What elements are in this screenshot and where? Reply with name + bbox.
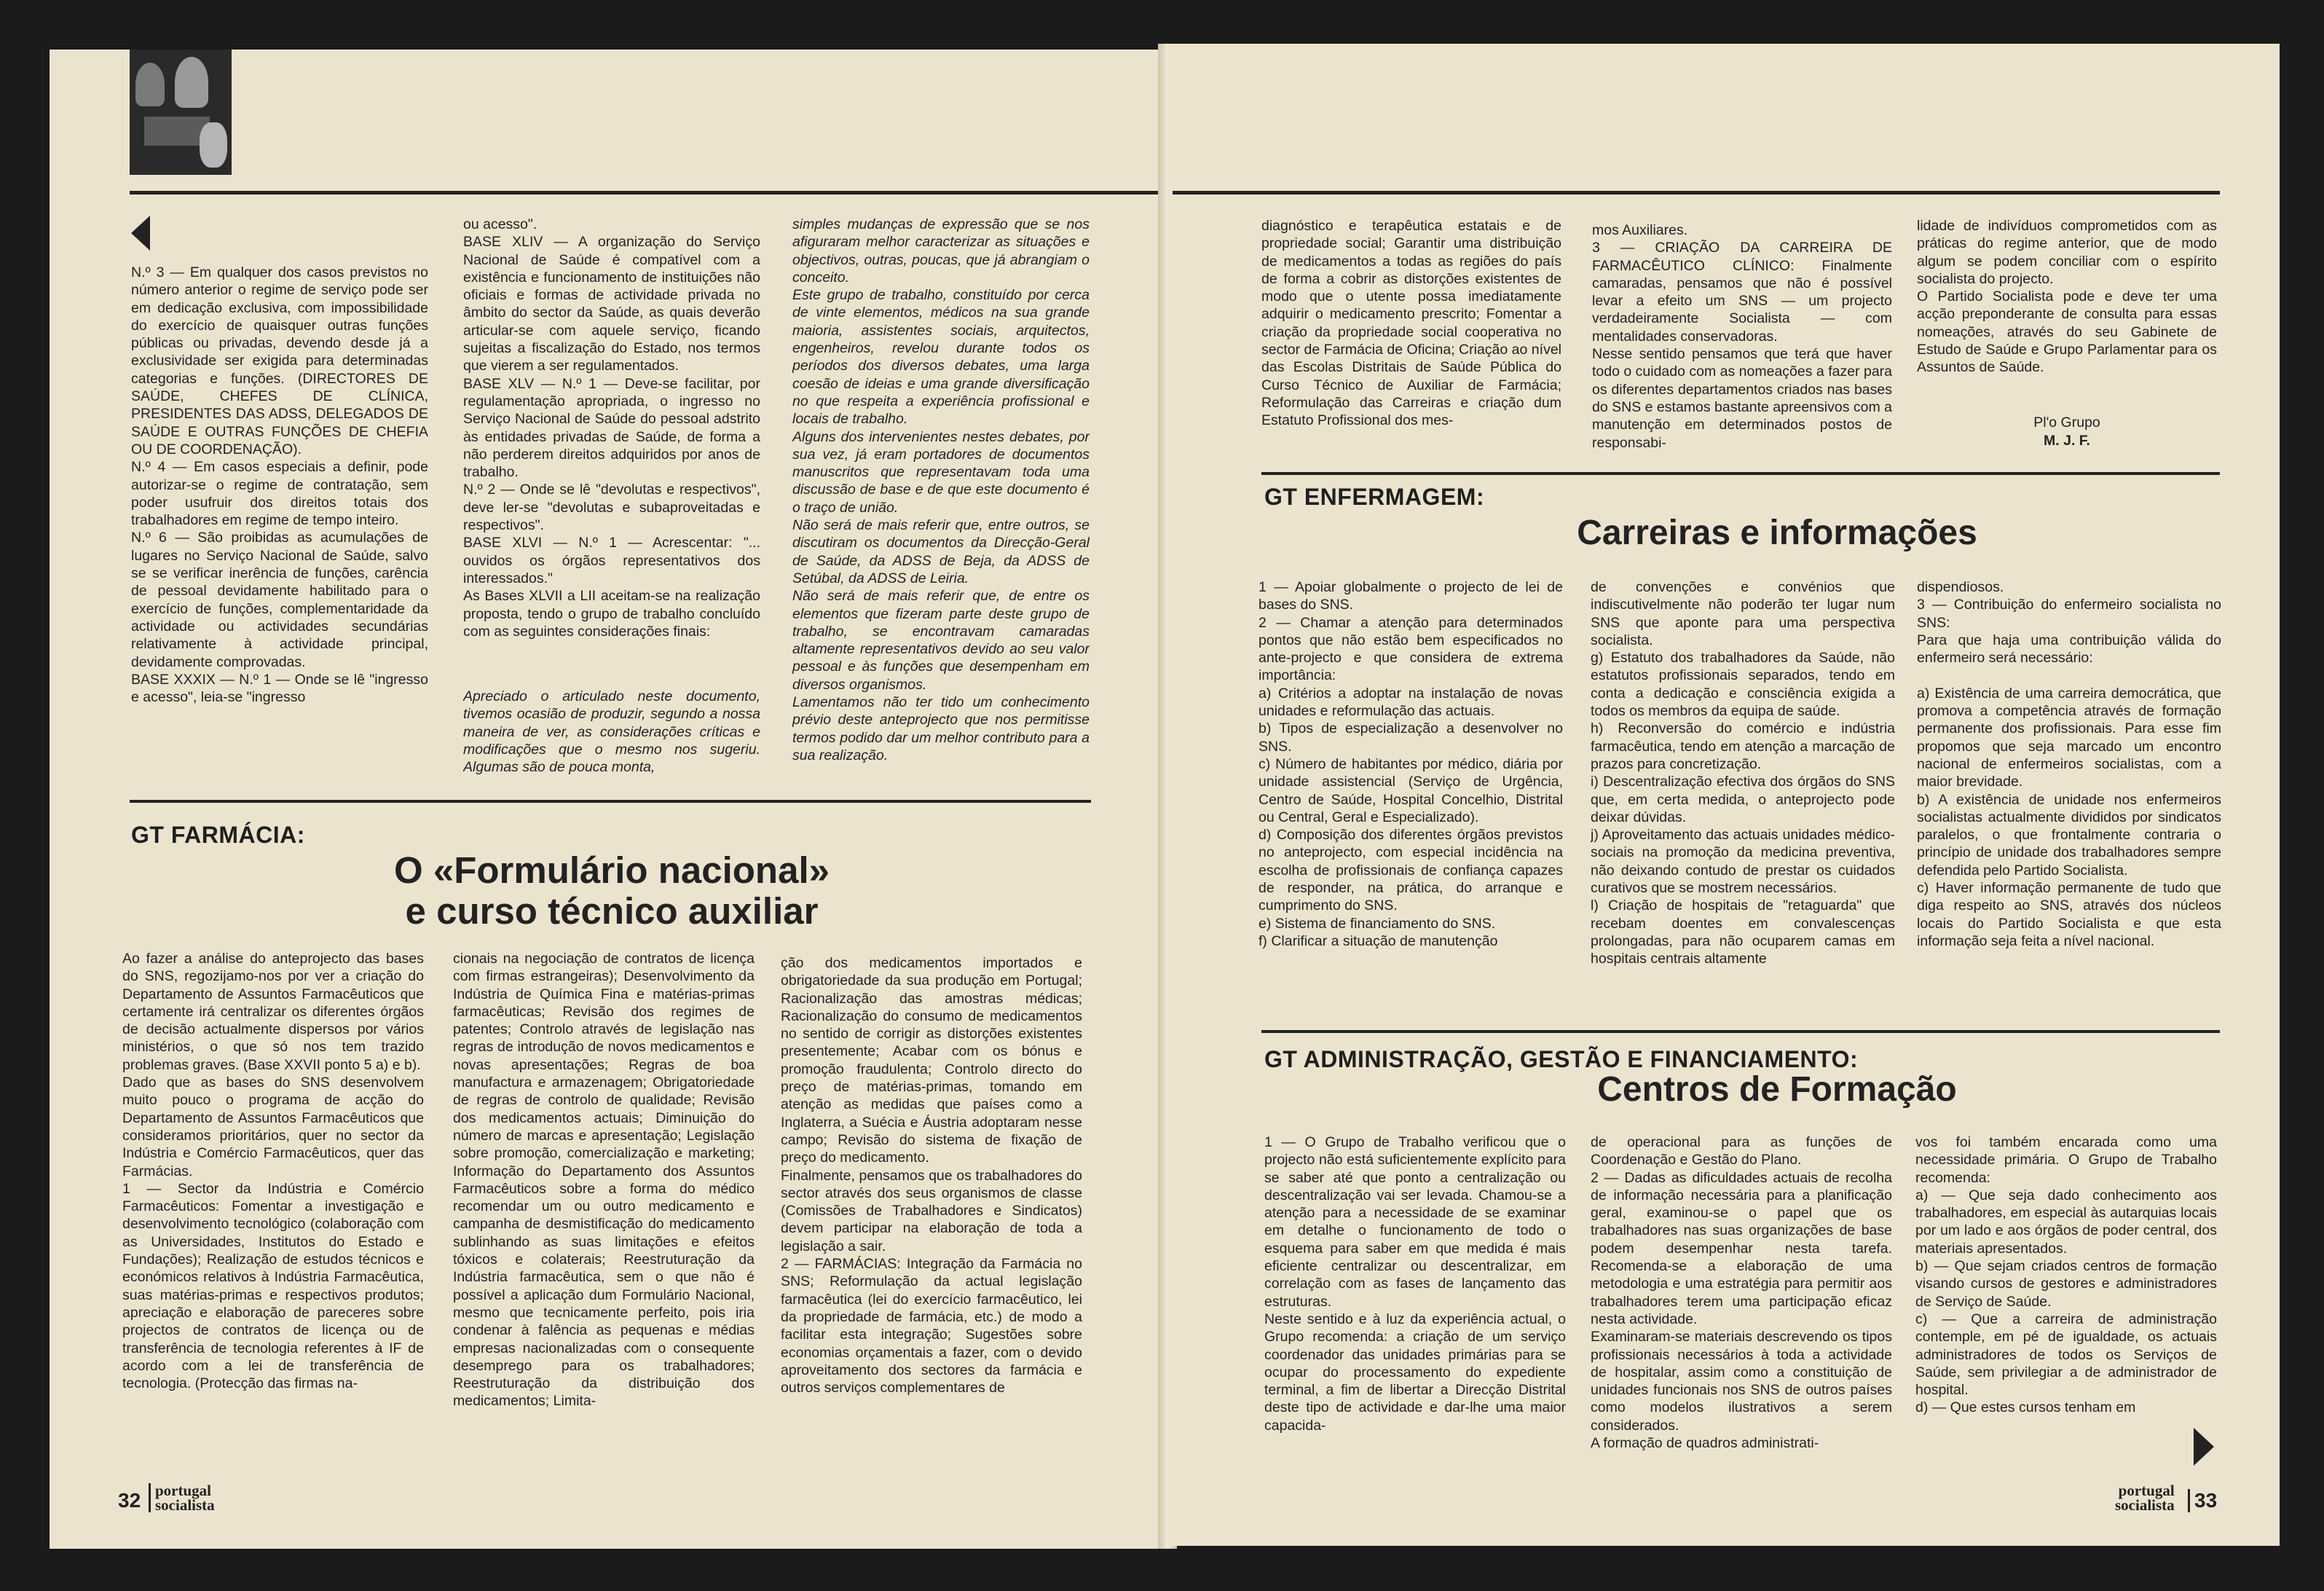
logo-line-2: socialista xyxy=(2115,1496,2175,1514)
administracao-column-3: vos foi também encarada como uma necessidade primária. O Grupo de Trabalho recomenda: a) — Que seja dado conhecimento aos trabalhadores, em especial às autarquias locais por um lado e aos órgãos de poder central, dos materiais apresentados. b) — Que sejam criados centros de formação visando cursos de gestores e administradores de Serviço de Saúde. c) — Que a carreira de administração contemple, em pé de igualdade, os actuais administradores de todos os Serviços de Saúde, sem privilegiar a de administrador de hospital. d) — Que estes cursos tenham em xyxy=(1915,1134,2217,1416)
section-heading-enfermagem: GT ENFERMAGEM: xyxy=(1264,484,1485,510)
signature-line-1: Pl'o Grupo xyxy=(2033,415,2100,431)
top-rule-left xyxy=(130,191,1158,195)
article-title-administracao: Centros de Formação xyxy=(1597,1070,1957,1109)
article-column-3: simples mudanças de expressão que se nos afiguraram melhor caracterizar as situações e objectivos, outras, poucas, que já abrangiam o conceito. Este grupo de trabalho, constituído por cerca de vinte elementos, médicos na sua grande maioria, assistentes sociais, arquitectos, engenheiros, revelou durante todos os períodos dos diversos debates, uma larga coesão de ideias e uma grande diversificação no que respeita a experiência profissional e locais de trabalho. Alguns dos intervenientes nestes debates, por sua vez, já eram portadores de documentos manuscritos que representavam toda uma discussão de base e de que este documento é o traço de união. Não será de mais referir que, entre outros, se discutiram os documentos da Direcção-Geral de Saúde, da ADSS de Beja, da ADSS de Setúbal, da ADSS de Leiria. Não será de mais referir que, de entre os elementos que fizeram parte deste grupo de trabalho, se encontravam camaradas altamente representativos devido ao seu valor pessoal e às funções que desempenham em diversos organismos. Lamentamos não ter tido um conhecimento prévio deste anteprojecto que nos permitisse termos podido dar um melhor contributo para a sua realização. xyxy=(792,216,1090,763)
enfermagem-column-1: 1 — Apoiar globalmente o projecto de lei de bases do SNS. 2 — Chamar a atenção para determinados pontos que não estão bem especificados no ante-projecto e que considera de extrema importância: a) Critérios a adoptar na instalação de novas unidades e reformulação das actuais. b) Tipos de especialização a desenvolver no SNS. c) Número de habitantes por médico, diária por unidade assistencial (Serviço de Urgência, Centro de Saúde, Hospital Concelhio, Distrital ou Central, Geral e Especializado). d) Composição dos diferentes órgãos previstos no anteprojecto, com especial incidência na escolha de profissionais de confiança capazes de responder, na prática, do arranque e cumprimento do SNS. e) Sistema de financiamento do SNS. f) Clarificar a situação de manutenção xyxy=(1258,579,1563,949)
pharmacy-cont-column-1: diagnóstico e terapêutica estatais e de propriedade social; Garantir uma distribuição de medicamentos a todas as regiões do país de forma a cobrir as distorções existentes de modo que o utente possa imediatamente adquirir o medicamento prescrito; Fomentar a criação da propriedade social cooperativa no sector de Farmácia de Oficina; Criação ao nível das Escolas Distritais de Saúde Pública do Curso Técnico de Auxiliar de Farmácia; Reformulação das Carreiras e criação dum Estatuto Profissional dos mes- xyxy=(1261,218,1561,429)
logo-line-2: socialista xyxy=(155,1496,215,1514)
section-rule-enfermagem xyxy=(1261,472,2220,475)
article-column-2-italic: Apreciado o articulado neste documento, tivemos ocasião de produzir, segundo a nossa maneira de ver, as considerações críticas e modificações que o mesmo nos sugeriu. Algumas são de pouca monta, xyxy=(463,688,760,776)
section-rule-farmacia xyxy=(130,800,1091,803)
farmacia-column-2: cionais na negociação de contratos de licença com firmas estrangeiras); Desenvolvimento da Indústria de Química Fina e matérias-primas farmacêuticas; Revisão dos regimes de patentes; Controlo através de legislação nas regras de introdução de novos medicamentos e novas apresentações; Regras de boa manufactura e armazenagem; Obrigatoriedade de regras de controlo de qualidade; Revisão dos medicamentos actuais; Diminuição do número de marcas e apresentação; Legislação sobre promoção, comercialização e marketing; Informação do Departamento dos Assuntos Farmacêuticos sobre a forma do médico recomendar um ou outro medicamento e campanha de desmistificação do medicamento sublinhando as suas limitações e efeitos tóxicos e colaterais; Reestruturação da Indústria farmacêutica, sem o que não é possível a aplicação dum Formulário Nacional, mesmo que tecnicamente perfeito, pois iria condenar à falência as pequenas e médias empresas nacionalizadas com o consequente desemprego para os trabalhadores; Reestruturação da distribuição dos medicamentos; Limita- xyxy=(453,951,755,1410)
enfermagem-column-3: dispendiosos. 3 — Contribuição do enfermeiro socialista no SNS: Para que haja uma contribuição válida do enfermeiro será necessário: a) Existência de uma carreira democrática, que promova a competência através de formação permanente dos profissionais. Para esse fim propomos que seja marcado um encontro nacional de enfermeiros socialistas, com a maior brevidade. b) A existência de unidade nos enfermeiros socialistas actualmente divididos por sindicatos paralelos, o que frontalmente contraria o princípio de unidade dos trabalhadores sempre defendida pelo Partido Socialista. c) Haver informação permanente de tudo que diga respeito ao SNS, através dos núcleos locais do Partido Socialista e que esta informação seja feita a nível nacional. xyxy=(1917,579,2221,949)
article-column-1: N.º 3 — Em qualquer dos casos previstos no número anterior o regime de serviço pode ser em dedicação exclusiva, com impossibilidade do exercício de quaisquer outras funções públicas ou privadas, devendo desde já a exclusividade ser exigida para determinadas categorias e funções. (DIRECTORES DE SAÚDE, CHEFES DE CLÍNICA, PRESIDENTES DAS ADSS, DELEGADOS DE SAÚDE E OUTRAS FUNÇÕES DE CHEFIA OU DE COORDENAÇÃO). N.º 4 — Em casos especiais a definir, pode autorizar-se o regime de contratação, sem poder usufruir dos direitos totais dos trabalhadores em regime de tempo inteiro. N.º 6 — São proibidas as acumulações de lugares no Serviço Nacional de Saúde, salvo se se verificar inerência de funções, carência de pessoal devidamente habilitado para o exercício de funções, complementaridade da actividade ou actividades secundárias relativamente à actividade principal, devidamente comprovadas. BASE XXXIX — N.º 1 — Onde se lê "ingresso e acesso", leia-se "ingresso xyxy=(131,264,428,706)
page-number-right: 33 xyxy=(2188,1489,2217,1512)
magazine-logo-right xyxy=(2115,1483,2175,1512)
section-heading-farmacia: GT FARMÁCIA: xyxy=(131,822,305,848)
pharmacy-cont-column-3: lidade de indivíduos comprometidos com as práticas do regime anterior, que de modo algum se podem conciliar com o espírito socialista do projecto. O Partido Socialista pode e deve ter uma acção preponderante de consulta para essas nomeações, através do seu Gabinete de Estudo de Saúde e Grupo Parlamentar para os Assuntos de Saúde. xyxy=(1917,218,2217,376)
enfermagem-column-2: de convenções e convénios que indiscutivelmente não poderão ter lugar num SNS que aponte para uma perspectiva socialista. g) Estatuto dos trabalhadores da Saúde, não estatutos profissionais separados, tendo em conta a dedicação e consciência exigida a todos os membros da equipa de saúde. h) Reconversão do comércio e indústria farmacêutica, tendo em atenção a marcação de prazos para concretização. i) Descentralização efectiva dos órgãos do SNS que, em certa medida, o anteprojecto pode deixar dúvidas. j) Aproveitamento das actuais unidades médico-sociais na promoção da medicina preventiva, não deixando contudo de prestar os cuidados curativos que se mostrem necessários. l) Criação de hospitais de "retaguarda" que recebam doentes em convalescenças prolongadas, para não ocuparem camas em hospitais centrais altamente xyxy=(1591,579,1895,967)
logo-line-1: portugal xyxy=(2118,1482,2175,1499)
farmacia-column-3: ção dos medicamentos importados e obrigatoriedade da sua produção em Portugal; Racionalização das amostras médicas; Racionalização do consumo de medicamentos no sentido de corrigir as distorções existentes presentemente; Acabar com os bónus e promoção fraudulenta; Controlo directo do preço de matérias-primas, tomando em atenção as medidas que países como a Inglaterra, a Suécia e Áustria adoptaram nesse campo; Revisão do sistema de fixação de preço do medicamento. Finalmente, pensamos que os trabalhadores do sector através dos seus organismos de classe (Comissões de Trabalhadores e Sindicatos) devem participar na elaboração de toda a legislação a sair. 2 — FARMÁCIAS: Integração da Farmácia no SNS; Reformulação da actual legislação farmacêutica (lei do exercício farmacêutico, lei da propriedade de farmácia, etc.) de modo a facilitar esta integração; Sugestões sobre economias orçamentais a fazer, com o devido aproveitamento dos sectores da farmácia e outros serviços complementares de xyxy=(781,955,1082,1396)
signature-line-2: M. J. F. xyxy=(2044,433,2090,449)
signature-block xyxy=(1917,414,2217,450)
section-heading-administracao: GT ADMINISTRAÇÃO, GESTÃO E FINANCIAMENTO: xyxy=(1264,1046,1859,1072)
article-title-farmacia-line1: O «Formulário nacional» xyxy=(394,849,830,891)
top-rule-right xyxy=(1173,191,2220,195)
article-column-2: ou acesso". BASE XLIV — A organização do Serviço Nacional de Saúde é compatível com a existência e funcionamento de instituições não oficiais e formas de actividade privada no âmbito do sector da Saúde, as quais deverão articular-se com aquele serviço, ficando sujeitas a fiscalização do Estado, nos termos que vierem a ser regulamentados. BASE XLV — N.º 1 — Deve-se facilitar, por regulamentação apropriada, o ingresso no Serviço Nacional de Saúde do pessoal adstrito às entidades privadas de Saúde, de forma a não perderem direitos adquiridos por anos de trabalho. N.º 2 — Onde se lê "devolutas e respectivos", deve ler-se "devolutas e subaproveitadas e respectivos". BASE XLVI — N.º 1 — Acrescentar: "... ouvidos os órgãos representativos dos interessados." As Bases XLVII a LII aceitam-se na realização proposta, tendo o grupo de trabalho concluído com as seguintes considerações finais: xyxy=(463,216,760,640)
administracao-column-1: 1 — O Grupo de Trabalho verificou que o projecto não está suficientemente explícito para se saber até que ponto a centralização ou descentralização vai ser levada. Chamou-se a atenção para a necessidade de se examinar em detalhe o funcionamento de todo o esquema para saber em que medida é mais eficiente centralizar ou descentralizar, em correlação com as fases de lançamento das estruturas. Neste sentido e à luz da experiência actual, o Grupo recomenda: a criação de um serviço coordenador das unidades primárias para se ocupar do processamento do expediente terminal, a fim de libertar a Direcção Distrital deste tipo de actividade e dar-lhe uma maior capacida- xyxy=(1264,1134,1566,1434)
page-number-left: 32 xyxy=(118,1489,141,1512)
logo-line-1: portugal xyxy=(155,1482,212,1499)
farmacia-column-1: Ao fazer a análise do anteprojecto das bases do SNS, regozijamo-nos por ver a criação do Departamento de Assuntos Farmacêuticos que certamente irá centralizar os diferentes órgãos de decisão actualmente dispersos por vários ministérios, o que só nos tem trazido problemas graves. (Base XXVII ponto 5 a) e b). Dado que as bases do SNS desenvolvem muito pouco o programa de acção do Departamento de Assuntos Farmacêuticos que consideramos prioritários, quer no sector da Indústria e Comércio Farmacêuticos, quer das Farmácias. 1 — Sector da Indústria e Comércio Farmacêuticos: Fomentar a investigação e desenvolvimento tecnológico (colaboração com as Universidades, Institutos do Estado e Fundações); Realização de estudos técnicos e económicos relativos à Indústria Farmacêutica, suas matérias-primas e respectivos produtos; apreciação e elaboração de pareceres sobre projectos de contratos de licença ou de transferência de tecnologia referentes à IF de acordo com a lei de transferência de tecnologia. (Protecção das firmas na- xyxy=(122,951,424,1392)
pharmacy-cont-column-2: mos Auxiliares. 3 — CRIAÇÃO DA CARREIRA DE FARMACÊUTICO CLÍNICO: Finalmente camaradas, pensamos que não é possível levar a efeito um SNS — um projecto verdadeiramente Socialista — com mentalidades conservadoras. Nesse sentido pensamos que terá que haver todo o cuidado com as nomeações a fazer para os diferentes departamentos criados nas bases do SNS e estamos bastante apreensivos com a manutenção em determinados postos de responsabi- xyxy=(1592,222,1892,451)
article-title-enfermagem: Carreiras e informações xyxy=(1577,514,1977,552)
section-rule-administracao xyxy=(1261,1030,2220,1033)
back-arrow-icon xyxy=(131,216,150,251)
article-title-farmacia-line2: e curso técnico auxiliar xyxy=(405,890,819,932)
administracao-column-2: de operacional para as funções de Coordenação e Gestão do Plano. 2 — Dadas as dificuldades actuais de recolha de informação necessária para a planificação geral, examinou-se o papel que os trabalhadores nas suas organizações de base podem desempenhar nesta tarefa. Recomenda-se a elaboração de uma metodologia e uma estratégia para permitir aos trabalhadores terem uma participação eficaz nesta actividade. Examinaram-se materiais descrevendo os tipos profissionais necessários à toda a actividade de hospitalar, assim como a constituição de unidades funcionais nos SNS de outros países como modelos ilustrativos a serem considerados. A formação de quadros administrati- xyxy=(1591,1134,1892,1452)
magazine-logo-left xyxy=(149,1483,215,1512)
forward-arrow-icon xyxy=(2194,1428,2214,1466)
photo-thumbnail xyxy=(130,50,232,175)
